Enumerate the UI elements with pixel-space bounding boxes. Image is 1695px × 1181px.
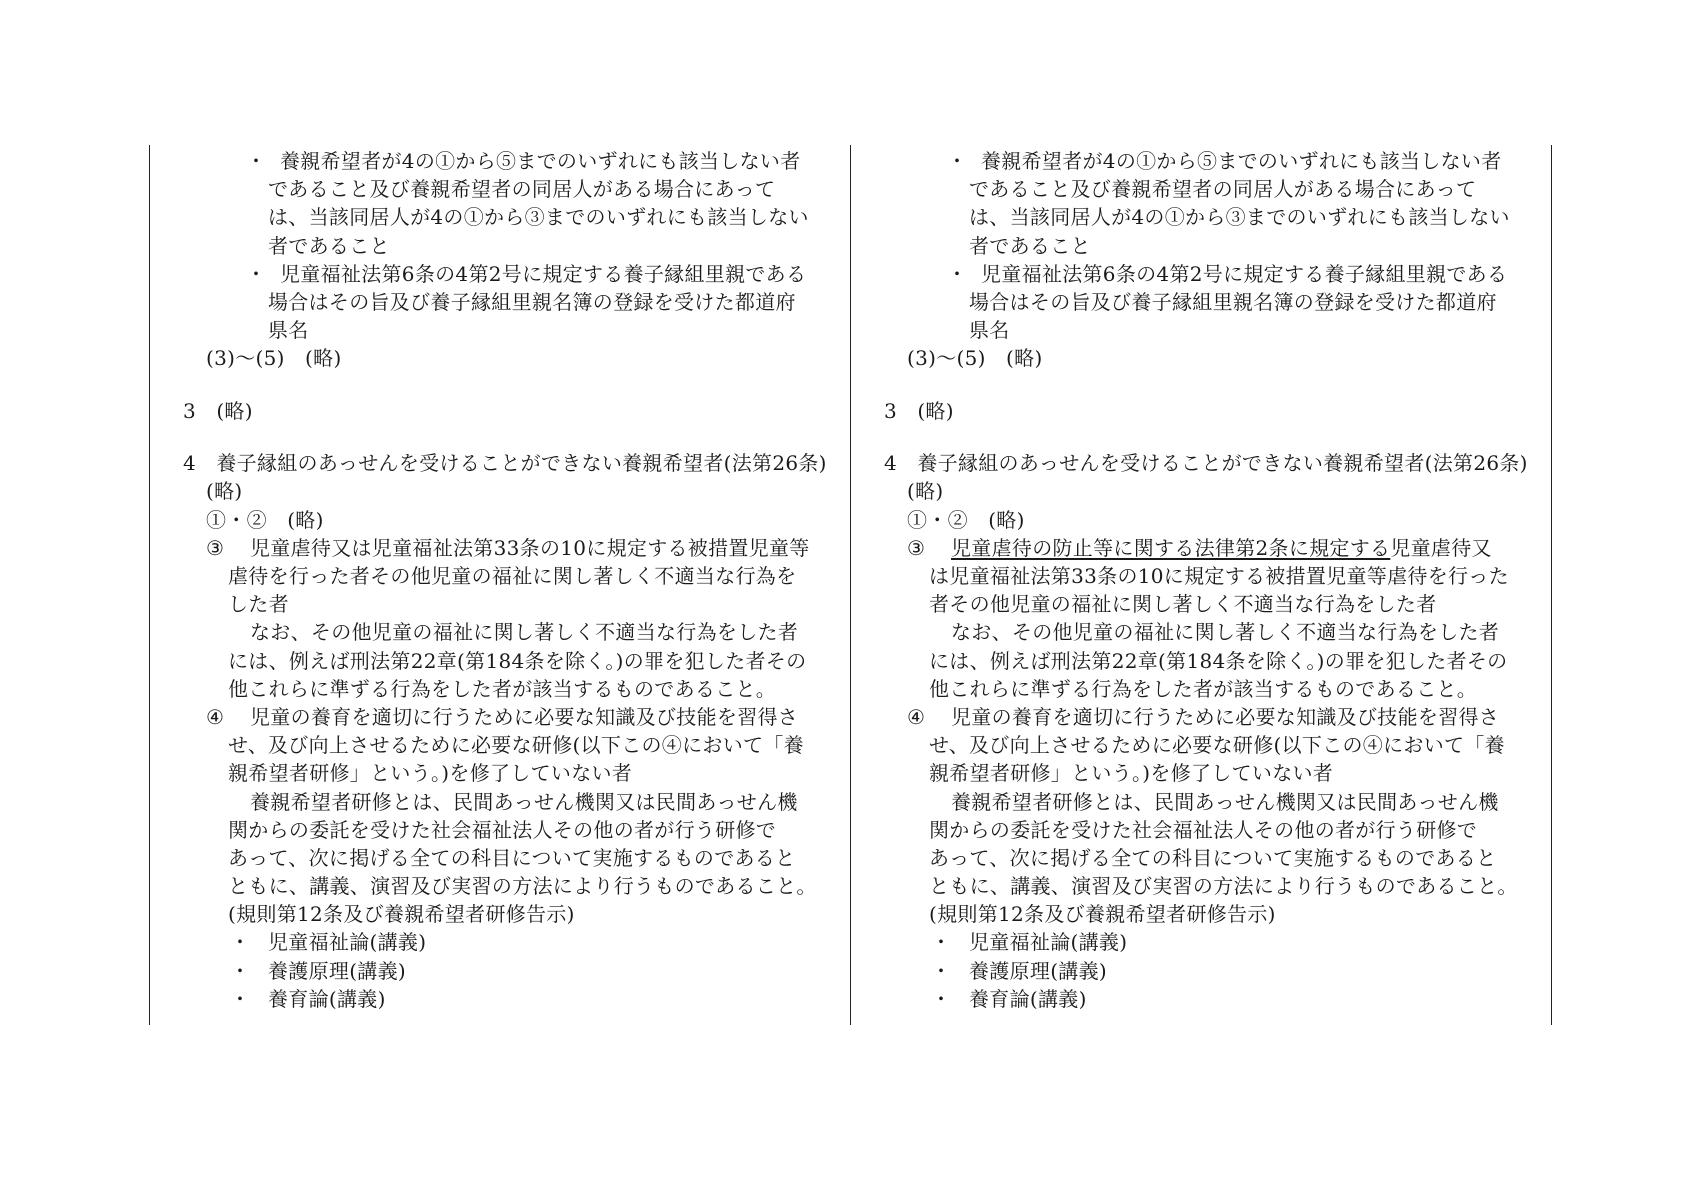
- bullet-line: [859, 260, 1549, 288]
- text-line: 親希望者研修」という。)を修了していない者: [228, 761, 633, 786]
- section-4-heading: 4 養子縁組のあっせんを受けることができない養親希望者(法第26条): [183, 451, 827, 476]
- bullet-marker: ・: [246, 261, 267, 286]
- bullet-line: [158, 260, 848, 288]
- bullet-line: [859, 147, 1549, 175]
- text-line: は、当該同居人が4の①から③までのいずれにも該当しない: [969, 205, 1510, 230]
- note-line: あって、次に掲げる全ての科目について実施するものであると: [228, 845, 796, 870]
- subject-item: 養育論(講義): [969, 986, 1087, 1011]
- bullet-marker: ・: [931, 930, 952, 955]
- text-line: 場合はその旨及び養子縁組里親名簿の登録を受けた都道府: [268, 289, 796, 314]
- item-3-marker: ③: [907, 535, 926, 560]
- bullet-marker: ・: [931, 958, 952, 983]
- text-line: は児童福祉法第33条の10に規定する被措置児童等虐待を行った: [929, 564, 1509, 589]
- note-line: 他これらに準ずる行為をした者が該当するものであること。: [228, 676, 777, 701]
- text-line: せ、及び向上させるために必要な研修(以下この④において「養: [228, 733, 804, 758]
- note-line: 関からの委託を受けた社会福祉法人その他の者が行う研修で: [929, 817, 1478, 842]
- text-line: 児童福祉法第6条の4第2号に規定する養子縁組里親である: [981, 261, 1508, 286]
- column-current-text: [158, 147, 848, 1013]
- item-3-line: [158, 534, 848, 562]
- subject-line: [158, 957, 848, 985]
- subject-line: [158, 985, 848, 1013]
- text-line: 虐待を行った者その他児童の福祉に関し著しく不適当な行為を: [228, 564, 797, 589]
- section-4-omitted: (略): [206, 479, 243, 504]
- subject-line: [859, 928, 1549, 956]
- note-line: なお、その他児童の福祉に関し著しく不適当な行為をした者: [250, 620, 799, 645]
- subject-item: 養護原理(講義): [969, 958, 1108, 983]
- note-line: あって、次に掲げる全ての科目について実施するものであると: [929, 845, 1497, 870]
- text-line: 場合はその旨及び養子縁組里親名簿の登録を受けた都道府: [969, 289, 1497, 314]
- column-divider: [850, 145, 851, 1025]
- text-line: であること及び養親希望者の同居人がある場合にあって: [969, 177, 1477, 202]
- note-line: ともに、講義、演習及び実習の方法により行うものであること。: [228, 874, 817, 899]
- text-line: 養親希望者が4の①から⑤までのいずれにも該当しない者: [981, 149, 1502, 173]
- item-3-line: [859, 534, 1549, 562]
- bullet-marker: ・: [931, 986, 952, 1011]
- text-line: 児童の養育を適切に行うために必要な知識及び技能を習得さ: [951, 704, 1500, 729]
- subject-line: [158, 928, 848, 956]
- text-line: せ、及び向上させるために必要な研修(以下この④において「養: [929, 733, 1505, 758]
- text-line: 児童虐待又は児童福祉法第33条の10に規定する被措置児童等: [250, 535, 810, 560]
- text-line: 者であること: [969, 233, 1091, 258]
- bullet-marker: ・: [230, 930, 251, 955]
- section-4-omitted: (略): [907, 479, 944, 504]
- subject-item: 児童福祉論(講義): [268, 930, 427, 955]
- subject-item: 養育論(講義): [268, 986, 386, 1011]
- note-line: (規則第12条及び養親希望者研修告示): [228, 902, 575, 927]
- subject-item: 養護原理(講義): [268, 958, 407, 983]
- text-line: であること及び養親希望者の同居人がある場合にあって: [268, 177, 776, 202]
- bullet-line: [158, 147, 848, 175]
- bullet-marker: ・: [230, 986, 251, 1011]
- note-line: 養親希望者研修とは、民間あっせん機関又は民間あっせん機: [951, 789, 1499, 814]
- text-line: 養親希望者が4の①から⑤までのいずれにも該当しない者: [280, 149, 801, 173]
- note-line: には、例えば刑法第22章(第184条を除く。)の罪を犯した者その: [228, 648, 807, 673]
- text-line: 親希望者研修」という。)を修了していない者: [929, 761, 1334, 786]
- section-3-omitted: 3 (略): [183, 398, 253, 423]
- item-4-marker: ④: [206, 704, 225, 729]
- subsection-omitted: (3)～(5) (略): [206, 346, 342, 371]
- item-4-marker: ④: [907, 704, 926, 729]
- text-line: 児童の養育を適切に行うために必要な知識及び技能を習得さ: [250, 704, 799, 729]
- item-4-line: [158, 703, 848, 731]
- note-line: なお、その他児童の福祉に関し著しく不適当な行為をした者: [951, 620, 1500, 645]
- amended-text-line: [951, 534, 1492, 562]
- items-1-2-omitted: ①・② (略): [206, 507, 324, 532]
- note-line: (規則第12条及び養親希望者研修告示): [929, 902, 1276, 927]
- item-4-line: [859, 703, 1549, 731]
- section-3-omitted: 3 (略): [884, 398, 954, 423]
- text-line: 児童福祉法第6条の4第2号に規定する養子縁組里親である: [280, 261, 807, 286]
- subject-line: [859, 985, 1549, 1013]
- text-line: 県名: [268, 318, 309, 343]
- bullet-marker: ・: [947, 149, 968, 173]
- text-line: 県名: [969, 318, 1010, 343]
- subject-line: [859, 957, 1549, 985]
- bullet-marker: ・: [947, 261, 968, 286]
- amendment-underline: 児童虐待の防止等に関する法律第2条に規定する: [951, 535, 1391, 560]
- subject-item: 児童福祉論(講義): [969, 930, 1128, 955]
- note-line: 養親希望者研修とは、民間あっせん機関又は民間あっせん機: [250, 789, 798, 814]
- note-line: 他これらに準ずる行為をした者が該当するものであること。: [929, 676, 1478, 701]
- column-revised-text: [859, 147, 1549, 1013]
- note-line: 関からの委託を受けた社会福祉法人その他の者が行う研修で: [228, 817, 777, 842]
- column-border-left: [149, 145, 150, 1025]
- text-line: 者であること: [268, 233, 390, 258]
- note-line: ともに、講義、演習及び実習の方法により行うものであること。: [929, 874, 1518, 899]
- text-line: 者その他児童の福祉に関し著しく不適当な行為をした者: [929, 592, 1437, 617]
- text-line: 児童虐待又: [1390, 535, 1492, 560]
- bullet-marker: ・: [246, 149, 267, 173]
- section-4-heading: 4 養子縁組のあっせんを受けることができない養親希望者(法第26条): [884, 451, 1528, 476]
- subsection-omitted: (3)～(5) (略): [907, 346, 1043, 371]
- items-1-2-omitted: ①・② (略): [907, 507, 1025, 532]
- note-line: には、例えば刑法第22章(第184条を除く。)の罪を犯した者その: [929, 648, 1508, 673]
- text-line: した者: [228, 592, 289, 617]
- column-border-right: [1551, 145, 1552, 1025]
- text-line: は、当該同居人が4の①から③までのいずれにも該当しない: [268, 205, 809, 230]
- bullet-marker: ・: [230, 958, 251, 983]
- item-3-marker: ③: [206, 535, 225, 560]
